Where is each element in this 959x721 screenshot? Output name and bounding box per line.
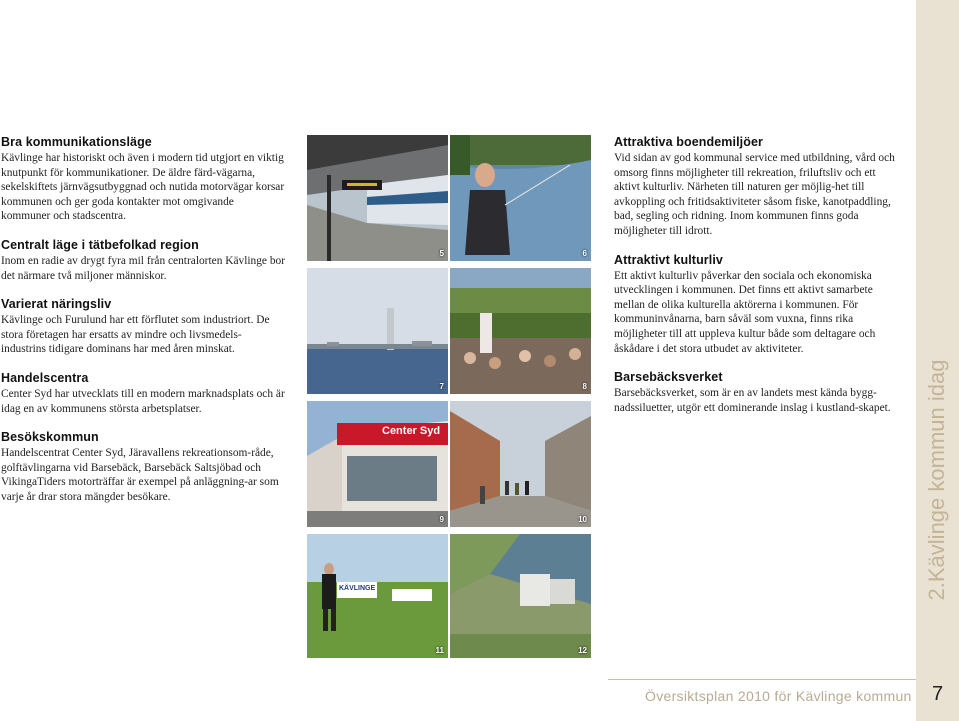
- photo-golf: [307, 534, 448, 658]
- photo-number: 5: [439, 249, 444, 258]
- photo-barseback-aerial: [450, 534, 591, 658]
- section-body: Ett aktivt kulturliv påverkar den sociala och ekonomiska utvecklingen i kommunen. Det finns ett aktivt samarbete mellan de olika kulturella aktörerna i kommunen. För kommuninvånarna, barn såväl som vuxna, finns rika möjligheter till att uppleva kultur både som deltagare och åskådare i det stora utbudet av aktiviteter.: [614, 269, 876, 355]
- photo-number: 6: [582, 249, 587, 258]
- section-body: Inom en radie av drygt fyra mil från centralorten Kävlinge bor det närmare två miljoner människor.: [1, 254, 286, 282]
- photo-outdoor-culture: [450, 268, 591, 394]
- section-title: Besökskommun: [1, 430, 99, 445]
- photo-train-station: [307, 135, 448, 261]
- section-body: Handelscentrat Center Syd, Järavallens rekreationsom-råde, golftävlingarna vid Barsebäck, Barsebäck Saltsjöbad och VikingaTiders motorträffar är exempel på anläggning-ar som varje år drar stora mängder besökare.: [1, 447, 279, 503]
- section-barseback-plant: [614, 370, 904, 415]
- chapter-title: 2.Kävlinge kommun idag: [924, 359, 949, 601]
- section-living-environments: [614, 135, 904, 239]
- footer-divider: [608, 679, 916, 680]
- section-title: Attraktivt kulturliv: [614, 252, 723, 267]
- section-title: Varierat näringsliv: [1, 297, 112, 312]
- section-cultural-life: [614, 253, 904, 357]
- photo-number: 12: [578, 646, 587, 655]
- section-body: Kävlinge har historiskt och även i modern tid utgjort en viktig knutpunkt för kommunikationer. De äldre färd-vägarna, sekelskiftets järnvägsutbyggnad och nutida motorvägar korsar kommunen och ger goda kontakter mot omgivande kommuner och stadscentra.: [1, 152, 285, 223]
- section-title: Attraktiva boendemiljöer: [614, 135, 763, 149]
- section-title: Bra kommunikationsläge: [1, 135, 152, 149]
- center-syd-sign: Center Syd: [382, 425, 441, 437]
- photo-center-syd: [307, 401, 448, 527]
- section-body: Center Syd har utvecklats till en modern marknadsplats och är idag en av kommunens största arbetsplatser.: [1, 387, 285, 415]
- section-title: Centralt läge i tätbefolkad region: [1, 237, 199, 252]
- section-communications: [1, 135, 286, 224]
- section-trade-centre: [1, 371, 286, 416]
- section-title: Barsebäcksverket: [614, 370, 723, 385]
- page-number: 7: [931, 683, 944, 705]
- section-visitors: [1, 430, 286, 504]
- footer-title: Översiktsplan 2010 för Kävlinge kommun: [645, 688, 912, 704]
- photo-number: 8: [582, 382, 587, 391]
- photo-number: 10: [578, 515, 587, 524]
- kavlinge-banner: KÄVLINGE: [339, 585, 376, 592]
- section-business: [1, 297, 286, 357]
- photo-pedestrian-street: [450, 401, 591, 527]
- section-central-location: [1, 238, 286, 283]
- photo-number: 9: [439, 515, 444, 524]
- photo-fishing: [450, 135, 591, 261]
- photo-skyline: [307, 268, 448, 394]
- photo-number: 7: [439, 382, 444, 391]
- section-body: Barsebäcksverket, som är en av landets mest kända bygg-nadssiluetter, utgör ett dominerande inslag i kustland-skapet.: [614, 387, 891, 414]
- section-body: Kävlinge och Furulund har ett förflutet som industriort. De stora företagen har ersatts av mindre och livsmedels-industrins tidigare dominans har med åren minskat.: [1, 314, 270, 356]
- section-title: Handelscentra: [1, 370, 89, 385]
- section-body: Vid sidan av god kommunal service med utbildning, vård och omsorg finns möjligheter till rekreation, friluftsliv och ett aktivt kulturliv. Närheten till naturen ger möjlig-het till avkoppling och fritidsaktiviteter såsom fiske, kanotpaddling, bad, segling och ridning. Inom kommunen finns goda möjligheter till idrott.: [614, 152, 895, 237]
- photo-number: 11: [435, 646, 444, 655]
- left-text-column: [1, 135, 286, 519]
- right-text-column: [614, 135, 904, 429]
